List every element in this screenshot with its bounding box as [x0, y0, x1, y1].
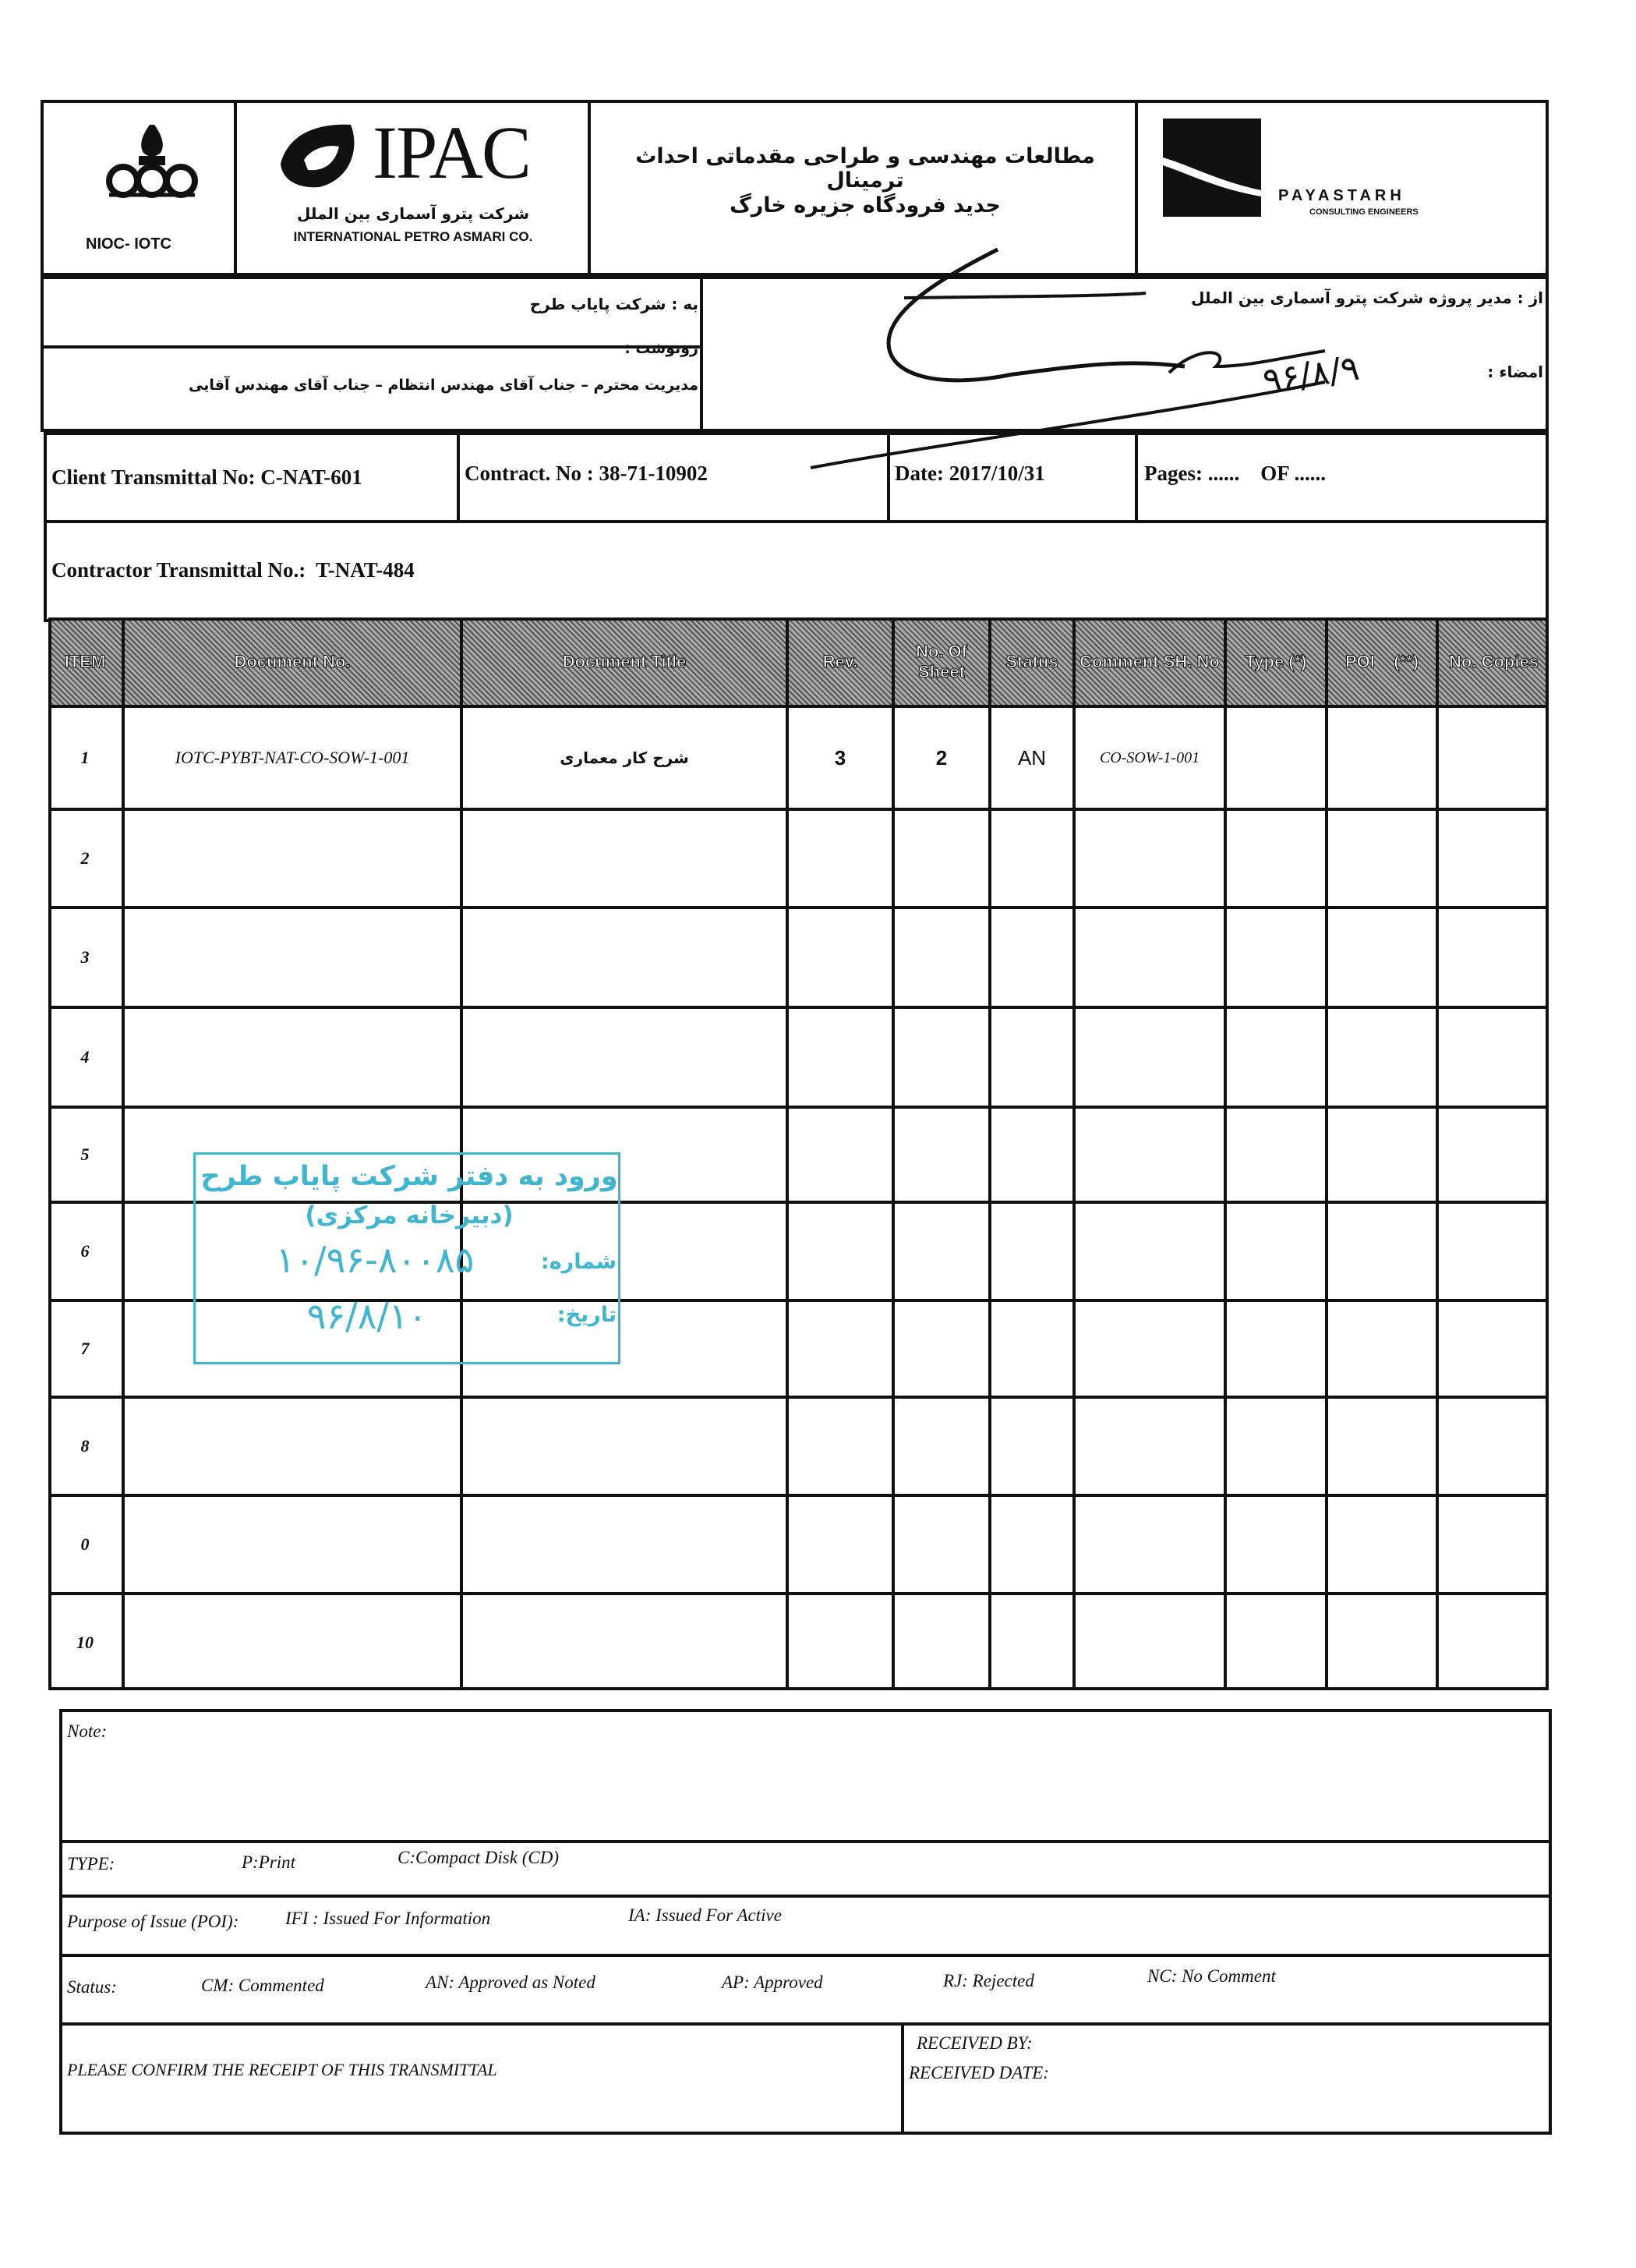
to-field: به : شرکت پایاب طرح: [529, 295, 698, 313]
header-type: Type (*): [1245, 652, 1307, 671]
signature-label: امضاء :: [1487, 363, 1543, 381]
status-an: AN: Approved as Noted: [426, 1973, 595, 1992]
header-status: Status: [1005, 652, 1058, 671]
nioc-logo: [94, 117, 210, 211]
header-item: ITEM: [64, 652, 106, 671]
status-nc: NC: No Comment: [1147, 1966, 1276, 1986]
header-document-title: Document Title: [562, 652, 687, 671]
poi-ifi: IFI : Issued For Information: [285, 1909, 491, 1928]
table-row-item: 0: [80, 1534, 90, 1554]
note-label: Note:: [67, 1721, 108, 1741]
table-row-no-of-sheet: 2: [935, 745, 948, 770]
cc-label: رونوشت :: [624, 340, 698, 357]
header-no-of-sheet: No. Of Sheet: [916, 642, 967, 681]
handwritten-date: ۹۶/۸/۹: [1260, 348, 1362, 402]
header-no-copies: No. Copies: [1449, 652, 1539, 671]
payastarh-name: PAYASTARH: [1278, 187, 1405, 204]
ipac-english-name: INTERNATIONAL PETRO ASMARI CO.: [293, 229, 533, 244]
payastarh-subtitle: CONSULTING ENGINEERS: [1309, 207, 1419, 217]
ipac-logo-text: IPAC: [373, 111, 530, 194]
stamp-number-label: شماره:: [540, 1250, 617, 1274]
status-label: Status:: [67, 1977, 117, 1997]
status-cm: CM: Commented: [201, 1976, 324, 1995]
poi-ia: IA: Issued For Active: [628, 1905, 782, 1925]
header-rev: Rev.: [822, 652, 858, 671]
received-by-label: RECEIVED BY:: [917, 2033, 1033, 2053]
table-row-status: AN: [1017, 745, 1047, 770]
transmittal-date: Date: 2017/10/31: [895, 462, 1045, 485]
cc-value: مدیریت محترم – جناب آقای مهندس انتظام – جناب آقای مهندس آقایی: [189, 377, 698, 394]
status-rj: RJ: Rejected: [943, 1971, 1034, 1990]
ipac-persian-name: شرکت پترو آسماری بین الملل: [296, 204, 530, 223]
table-row-item: 6: [80, 1241, 90, 1261]
received-date-label: RECEIVED DATE:: [909, 2063, 1049, 2082]
contractor-transmittal-no: Contractor Transmittal No.: T-NAT-484: [51, 558, 415, 582]
stamp-line2: (دبیرخانه مرکزی): [305, 1201, 514, 1230]
header-document-no: Document No.: [234, 652, 351, 671]
stamp-date-value: ۹۶/۸/۱۰: [306, 1295, 428, 1337]
table-row-item: 1: [80, 748, 90, 767]
stamp-line1: ورود به دفتر شرکت پایاب طرح: [200, 1161, 618, 1192]
status-ap: AP: Approved: [722, 1973, 823, 1992]
from-field: از : مدیر پروژه شرکت پترو آسماری بین الملل: [1191, 288, 1543, 307]
table-row-rev: 3: [834, 745, 846, 770]
table-row-item: 2: [80, 848, 90, 868]
table-row-item: 4: [80, 1047, 90, 1067]
client-transmittal-no: Client Transmittal No: C-NAT-601: [51, 465, 362, 489]
info-frame: [44, 432, 1549, 622]
pages-field: Pages: ...... OF ......: [1144, 462, 1326, 485]
poi-label: Purpose of Issue (POI):: [67, 1912, 239, 1931]
confirm-receipt-text: PLEASE CONFIRM THE RECEIPT OF THIS TRANSMITTAL: [67, 2060, 497, 2079]
table-row-comment-sh-no: CO-SOW-1-001: [1099, 748, 1200, 766]
table-row-item: 7: [80, 1339, 90, 1358]
table-row-document-title: شرح کار معماری: [560, 748, 689, 767]
project-title-line2: جدید فرودگاه جزیره خارگ: [730, 193, 1001, 218]
header-comment-sh-no: Comment SH. No: [1079, 652, 1220, 671]
table-row-item: 8: [80, 1436, 90, 1456]
nioc-label: NIOC- IOTC: [86, 235, 171, 253]
stamp-date-label: تاریخ:: [557, 1303, 617, 1327]
type-cd: C:Compact Disk (CD): [398, 1848, 559, 1867]
table-row-document-no: IOTC-PYBT-NAT-CO-SOW-1-001: [175, 748, 410, 767]
table-row-item: 10: [76, 1633, 94, 1652]
ipac-drop-icon: [273, 117, 366, 195]
receipt-stamp: [193, 1152, 620, 1364]
project-title-line1: مطالعات مهندسی و طراحی مقدماتی احداث ترمینال: [635, 144, 1095, 193]
contract-no: Contract. No : 38-71-10902: [465, 462, 708, 485]
payastarh-logo-icon: [1163, 119, 1261, 217]
type-label: TYPE:: [67, 1854, 115, 1873]
type-print: P:Print: [242, 1852, 295, 1872]
table-row-item: 3: [80, 947, 90, 967]
table-row-item: 5: [80, 1145, 90, 1164]
header-poi: POI (**): [1344, 652, 1419, 671]
stamp-number-value: ۱۰/۹۶-۸۰۰۸۵: [275, 1239, 475, 1281]
